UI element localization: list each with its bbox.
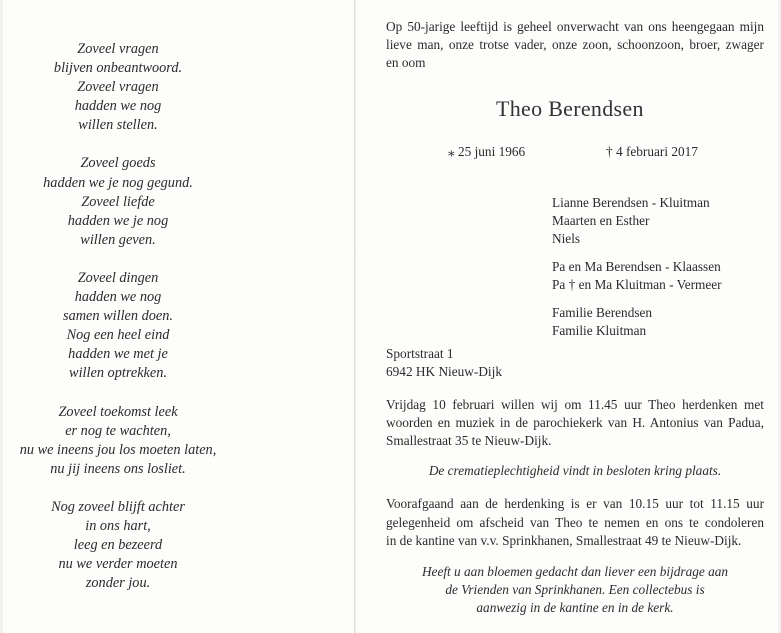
condolence-info xyxy=(386,495,764,551)
address-line: 6942 HK Nieuw-Dijk xyxy=(386,364,502,379)
family-member: Familie Kluitman xyxy=(552,323,647,338)
address-line: Sportstraat 1 xyxy=(386,346,454,361)
poem-line: Zoveel vragen xyxy=(77,79,159,96)
family-group xyxy=(552,304,722,340)
poem-line: hadden we nog xyxy=(74,98,162,115)
poem-line: hadden we je nog gegund. xyxy=(43,174,193,191)
family-member: Lianne Berendsen - Kluitman xyxy=(552,195,710,210)
cremation-note: De crematieplechtigheid vindt in besloten kring plaats. xyxy=(428,463,722,478)
poem-line: blijven onbeantwoord. xyxy=(53,60,183,77)
poem-line: nu we ineens jou los moeten laten, xyxy=(19,441,217,458)
flowers-note xyxy=(386,563,764,617)
poem-line: hadden we je nog xyxy=(67,212,169,229)
condolence-line: Voorafgaand aan de herdenking is er van 10.15 uur tot 11.15 uur xyxy=(386,496,764,511)
poem-line: Zoveel liefde xyxy=(81,193,155,210)
poem-line: Zoveel toekomst leek xyxy=(58,403,178,420)
poem-line: in ons hart, xyxy=(85,517,151,534)
family-group xyxy=(552,194,722,248)
poem-line: zonder jou. xyxy=(85,575,151,592)
card-fold xyxy=(354,0,356,633)
poem-line: hadden we nog xyxy=(74,289,162,306)
poem-line: er nog te wachten, xyxy=(65,422,171,439)
condolence-line: in de kantine van v.v. Sprinkhanen, Smallestraat 49 te Nieuw-Dijk. xyxy=(386,533,742,548)
poem-stanza xyxy=(0,269,236,384)
poem-stanza xyxy=(0,154,236,249)
family-list xyxy=(552,194,722,350)
poem-line: hadden we met je xyxy=(68,346,168,363)
birth-date: ⁎ 25 juni 1966 xyxy=(448,144,526,159)
address xyxy=(386,345,502,381)
flowers-line: Heeft u aan bloemen gedacht dan liever een bijdrage aan xyxy=(421,564,729,579)
condolence-line: gelegenheid om afscheid van Theo te nemen en ons te condoleren xyxy=(386,514,764,530)
service-info xyxy=(386,396,764,450)
intro-line: Op 50-jarige leeftijd is geheel onverwacht van ons heengegaan mijn xyxy=(386,19,764,34)
poem-line: Zoveel vragen xyxy=(77,41,159,57)
poem-line: Nog zoveel blijft achter xyxy=(51,498,185,515)
poem-line: willen stellen. xyxy=(78,117,158,134)
family-member: Niels xyxy=(552,231,581,246)
flowers-line: de Vrienden van Sprinkhanen. Een collectebus is xyxy=(445,582,705,597)
deceased-name: Theo Berendsen xyxy=(496,96,644,121)
poem-stanza xyxy=(0,403,236,479)
poem xyxy=(0,40,236,612)
poem-line: willen geven. xyxy=(80,231,156,248)
poem-line: willen optrekken. xyxy=(69,365,167,382)
intro-text xyxy=(386,18,764,72)
poem-line: nu jij ineens ons losliet. xyxy=(50,460,186,477)
poem-stanza xyxy=(0,498,236,593)
announcement xyxy=(386,18,764,615)
family-member: Maarten en Esther xyxy=(552,213,650,228)
service-line: woorden en muziek in de parochiekerk van H. Antonius van Padua, xyxy=(386,415,764,430)
death-date: † 4 februari 2017 xyxy=(606,144,698,159)
family-member: Pa † en Ma Kluitman - Vermeer xyxy=(552,277,722,292)
poem-line: Zoveel dingen xyxy=(77,269,159,286)
service-line: Smallestraat 35 te Nieuw-Dijk. xyxy=(386,433,552,448)
family-member: Familie Berendsen xyxy=(552,305,653,320)
poem-stanza xyxy=(0,40,236,135)
poem-line: Nog een heel eind xyxy=(66,327,170,344)
poem-line: leeg en bezeerd xyxy=(73,537,163,554)
family-member: Pa en Ma Berendsen - Klaassen xyxy=(552,259,721,274)
intro-line: en oom xyxy=(386,55,426,70)
poem-line: samen willen doen. xyxy=(63,308,173,325)
flowers-line: aanwezig in de kantine en in de kerk. xyxy=(476,600,674,615)
poem-line: nu we verder moeten xyxy=(58,556,178,573)
service-line: Vrijdag 10 februari willen wij om 11.45 uur Theo herdenken met xyxy=(386,397,764,412)
family-group xyxy=(552,258,722,294)
intro-line: lieve man, onze trotse vader, onze zoon, schoonzoon, broer, zwager xyxy=(386,37,764,52)
poem-line: Zoveel goeds xyxy=(80,155,156,172)
